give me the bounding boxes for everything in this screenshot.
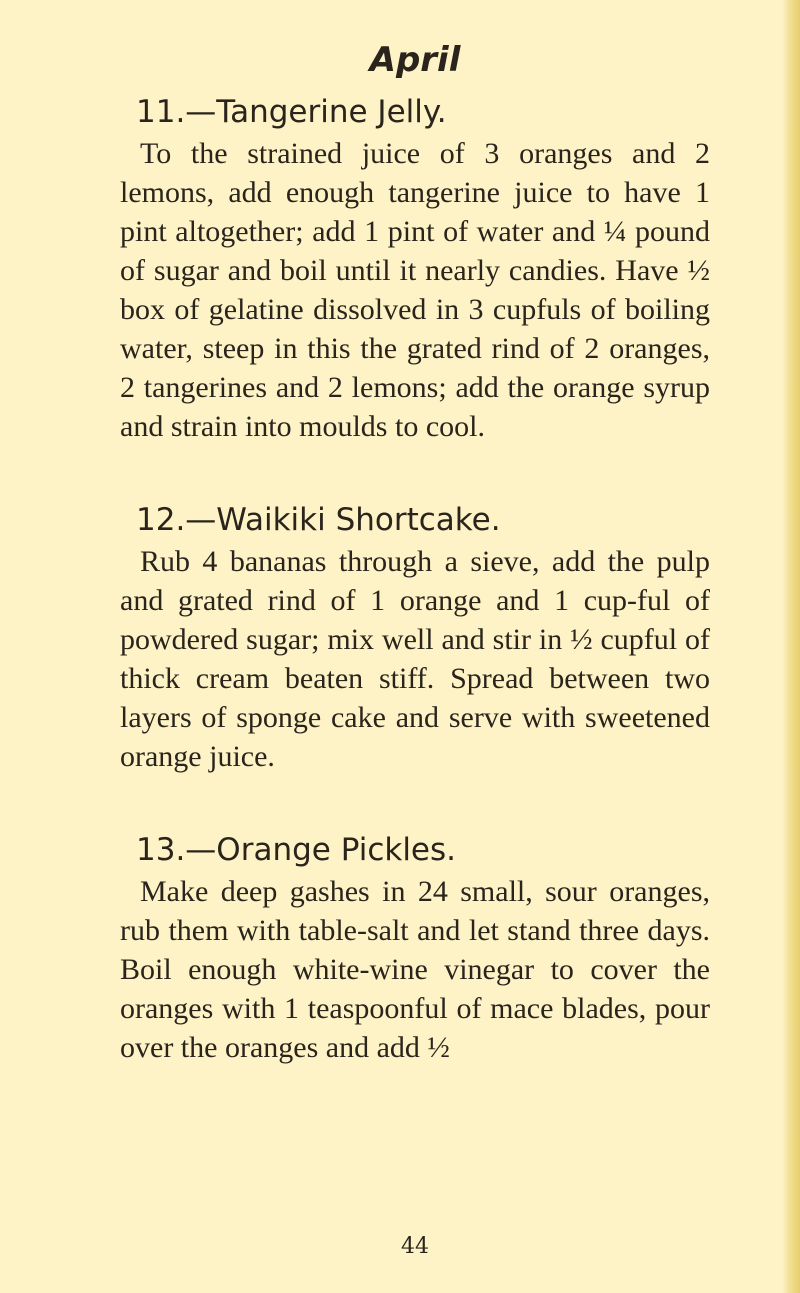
recipe-12 bbox=[120, 498, 710, 776]
recipe-title: 13.—Orange Pickles. bbox=[136, 832, 457, 868]
page-edge-shadow bbox=[782, 0, 800, 1293]
running-head: April bbox=[369, 40, 461, 80]
recipe-body: To the strained juice of 3 oranges and 2 lemons, add enough tangerine juice to have 1 pint altogether; add 1 pint of water and ¼ pound of sugar and boil until it nearly candies. Have ½ box of gelatine dissolved in 3 cupfuls of boiling water, steep in this the grated rind of 2 oranges, 2 tangerines and 2 lemons; add the orange syrup and strain into moulds to cool. bbox=[120, 137, 710, 443]
recipe-body: Make deep gashes in 24 small, sour oranges, rub them with table-salt and let stand three days. Boil enough white-wine vinegar to cover the oranges with 1 teaspoonful of mace blades, pour over the oranges and add ½ bbox=[120, 875, 710, 1064]
section-spacer bbox=[120, 776, 710, 828]
page-number: 44 bbox=[401, 1234, 429, 1259]
book-page bbox=[120, 30, 710, 1259]
recipe-title: 11.—Tangerine Jelly. bbox=[136, 94, 447, 130]
recipe-title: 12.—Waikiki Shortcake. bbox=[136, 502, 501, 538]
recipe-11 bbox=[120, 90, 710, 446]
recipe-body: Rub 4 bananas through a sieve, add the pulp and grated rind of 1 orange and 1 cup-ful of powdered sugar; mix well and stir in ½ cupful of thick cream beaten stiff. Spread between two layers of sponge cake and serve with sweetened orange juice. bbox=[120, 545, 710, 773]
section-spacer bbox=[120, 446, 710, 498]
recipe-13 bbox=[120, 828, 710, 1067]
